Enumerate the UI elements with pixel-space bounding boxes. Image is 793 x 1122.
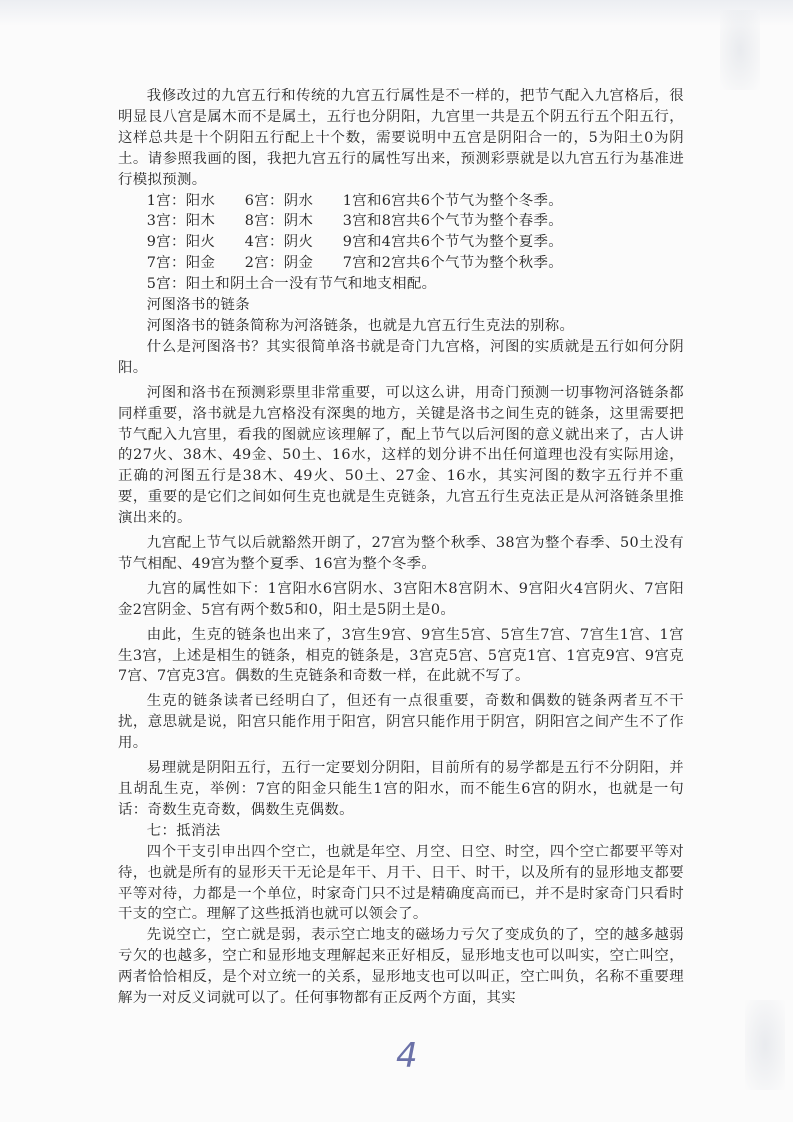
table-cell: 1宫：阳水 <box>146 192 216 209</box>
scan-smudge <box>745 1000 785 1090</box>
table-cell: 9宫和4宫共6个节气为整个夏季。 <box>342 234 563 251</box>
table-row <box>118 191 684 212</box>
table-cell: 4宫：阴火 <box>244 234 314 251</box>
paragraph: 九宫的属性如下：1宫阳水6宫阴水、3宫阳木8宫阴木、9宫阳火4宫阴火、7宫阳金2宫阴金、5宫有两个数5和0，阳土是5阴土是0。 <box>118 580 684 618</box>
paragraph: 先说空亡，空亡就是弱，表示空亡地支的磁场力亏欠了变成负的了，空的越多越弱亏欠的也越多，空亡和显形地支理解起来正好相反，显形地支也可以叫实，空亡叫空，两者恰恰相反，是个对立统一的关系，显形地支也可以叫正，空亡叫负，名称不重要理解为一对反义词就可以了。任何事物都有正反两个方面，其实 <box>118 927 684 1007</box>
table-cell: 9宫：阳火 <box>146 234 216 251</box>
table-cell: 1宫和6宫共6个节气为整个冬季。 <box>342 192 563 209</box>
paragraph: 河图和洛书在预测彩票里非常重要，可以这么讲，用奇门预测一切事物河洛链条都同样重要，洛书就是九宫格没有深奥的地方，关键是洛书之间生克的链条，这里需要把节气配入九宫里，看我的图就应该理解了，配上节气以后河图的意义就出来了，古人讲的27火、38木、49金、50土、16水，这样的划分讲不出任何道理也没有实际用途，正确的河图五行是38木、49火、50土、27金、16水，其实河图的数字五行并不重要，重要的是它们之间如何生克也就是生克链条，九宫五行生克法正是从河洛链条里推演出来的。 <box>118 384 684 527</box>
table-cell: 5宫：阳土和阴土合一没有节气和地支相配。 <box>146 276 437 293</box>
table-cell: 3宫：阳木 <box>146 213 216 230</box>
scan-edge <box>0 0 793 26</box>
table-row <box>118 253 684 274</box>
paragraph: 生克的链条读者已经明白了，但还有一点很重要，奇数和偶数的链条两者互不干扰，意思就是说，阳宫只能作用于阳宫，阴宫只能作用于阴宫，阴阳宫之间产生不了作用。 <box>118 693 684 752</box>
paragraph: 易理就是阴阳五行，五行一定要划分阴阳，目前所有的易学都是五行不分阴阳，并且胡乱生克，举例：7宫的阳金只能生1宫的阳水，而不能生6宫的阴水，也就是一句话：奇数生克奇数，偶数生克偶数。 <box>118 760 684 818</box>
table-cell: 2宫：阴金 <box>244 255 314 272</box>
scan-smudge <box>720 10 760 90</box>
paragraph: 什么是河图洛书？其实很简单洛书就是奇门九宫格，河图的实质就是五行如何分阴阳。 <box>118 338 684 376</box>
section-heading: 七：抵消法 <box>146 822 221 839</box>
paragraph: 河图洛书的链条简称为河洛链条，也就是九宫五行生克法的别称。 <box>146 317 575 334</box>
table-cell: 8宫：阴木 <box>244 213 314 230</box>
paragraph: 四个干支引申出四个空亡，也就是年空、月空、日空、时空，四个空亡都要平等对待，也就是所有的显形天干无论是年干、月干、日干、时干，以及所有的显形地支都要平等对待，力都是一个单位，时家奇门只不过是精确度高而已，并不是时家奇门只看时干支的空亡。理解了这些抵消也就可以领会了。 <box>118 843 684 923</box>
paragraph: 我修改过的九宫五行和传统的九宫五行属性是不一样的，把节气配入九宫格后，很明显艮八宫是属木而不是属土，五行也分阴阳，九宫里一共是五个阴五行五个阳五行，这样总共是十个阴阳五行配上十个数，需要说明中五宫是阴阳合一的，5为阳土0为阴土。请参照我画的图，我把九宫五行的属性写出来，预测彩票就是以九宫五行为基准进行模拟预测。 <box>118 88 684 188</box>
page-number: 4 <box>396 1036 418 1076</box>
paragraph: 由此，生克的链条也出来了，3宫生9宫、9宫生5宫、5宫生7宫、7宫生1宫、1宫生3宫，上述是相生的链条，相克的链条是，3宫克5宫、5宫克1宫、1宫克9宫、9宫克7宫、7宫克3宫。偶数的生克链条和奇数一样，在此就不写了。 <box>118 626 684 685</box>
document-body <box>118 86 684 1009</box>
table-row <box>118 274 684 295</box>
table-row <box>118 211 684 232</box>
table-cell: 7宫：阳金 <box>146 255 216 272</box>
table-cell: 7宫和2宫共6个气节为整个秋季。 <box>342 255 563 272</box>
table-row <box>118 232 684 253</box>
section-heading: 河图洛书的链条 <box>146 297 250 314</box>
paragraph: 九宫配上节气以后就豁然开朗了，27宫为整个秋季、38宫为整个春季、50土没有节气相配、49宫为整个夏季、16宫为整个冬季。 <box>118 535 684 572</box>
table-cell: 3宫和8宫共6个气节为整个春季。 <box>342 213 563 230</box>
table-cell: 6宫：阴水 <box>244 192 314 209</box>
